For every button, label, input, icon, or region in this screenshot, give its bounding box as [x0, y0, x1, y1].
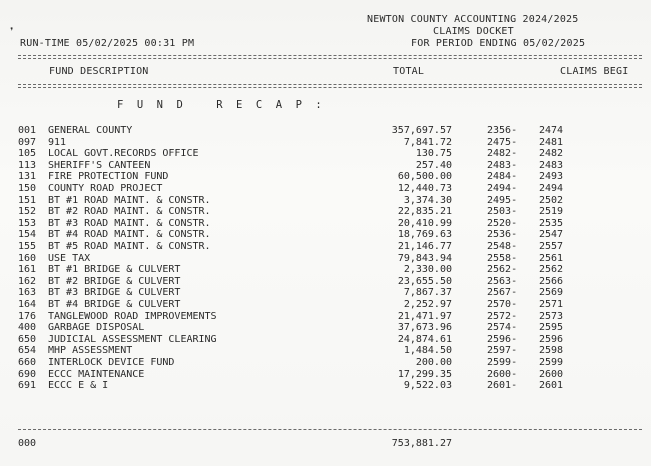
fund-code: 690 [18, 368, 37, 380]
fund-code: 131 [18, 171, 37, 183]
claims-to: 2561 [539, 252, 564, 264]
fund-total: 23,655.50 [397, 275, 452, 287]
claims-to: 2493 [539, 171, 564, 183]
header-divider [18, 55, 642, 59]
claims-from: 2548- [487, 241, 518, 252]
fund-description: BT #5 ROAD MAINT. & CONSTR. [48, 241, 211, 252]
fund-description: TANGLEWOOD ROAD IMPROVEMENTS [48, 310, 217, 322]
fund-row [0, 253, 651, 265]
fund-description: BT #4 ROAD MAINT. & CONSTR. [48, 229, 211, 241]
fund-description: BT #1 BRIDGE & CULVERT [48, 264, 181, 276]
fund-code: 160 [18, 252, 37, 264]
claims-to: 2601 [539, 380, 564, 392]
fund-total: 257.40 [415, 159, 452, 171]
fund-total: 21,471.97 [397, 310, 452, 322]
fund-row [0, 311, 651, 323]
claims-from: 2596- [487, 333, 518, 345]
claims-from: 2572- [487, 310, 518, 322]
fund-code: 691 [18, 380, 37, 392]
fund-code: 161 [18, 264, 37, 276]
grand-total-code: 000 [18, 438, 37, 449]
total-divider [18, 429, 642, 430]
claims-from: 2558- [487, 252, 518, 264]
claims-from: 2574- [487, 322, 518, 334]
fund-row [0, 218, 651, 230]
claims-to: 2557 [539, 241, 564, 252]
fund-total: 357,697.57 [391, 125, 452, 136]
fund-row [0, 299, 651, 311]
fund-code: 151 [18, 194, 37, 206]
claims-from: 2494- [487, 183, 518, 194]
fund-description: SHERIFF'S CANTEEN [48, 159, 151, 171]
fund-code: 660 [18, 357, 37, 368]
claims-from: 2601- [487, 380, 518, 392]
claims-from: 2356- [487, 125, 518, 136]
fund-total: 2,330.00 [403, 264, 452, 276]
fund-code: 097 [18, 136, 37, 148]
fund-row [0, 380, 651, 392]
claims-to: 2481 [539, 136, 564, 148]
fund-row [0, 206, 651, 218]
fund-total: 2,252.97 [403, 299, 452, 310]
org-title: NEWTON COUNTY ACCOUNTING 2024/2025 [367, 14, 579, 25]
fund-code: 153 [18, 217, 37, 229]
claims-to: 2600 [539, 368, 564, 380]
fund-total: 7,867.37 [403, 287, 452, 299]
claims-to: 2562 [539, 264, 564, 276]
fund-description: INTERLOCK DEVICE FUND [48, 357, 175, 368]
fund-code: 154 [18, 229, 37, 241]
fund-description: BT #3 BRIDGE & CULVERT [48, 287, 181, 299]
claims-to: 2494 [539, 183, 564, 194]
claims-from: 2567- [487, 287, 518, 299]
fund-code: 400 [18, 322, 37, 334]
claims-from: 2597- [487, 345, 518, 357]
fund-description: GENERAL COUNTY [48, 125, 133, 136]
claims-to: 2573 [539, 310, 564, 322]
grand-total-row [0, 438, 651, 450]
fund-row [0, 287, 651, 299]
grand-total-amount: 753,881.27 [391, 438, 452, 449]
claims-to: 2569 [539, 287, 564, 299]
claims-to: 2547 [539, 229, 564, 241]
claims-to: 2571 [539, 299, 564, 310]
col-claims-begin: CLAIMS BEGI [560, 66, 629, 77]
claims-from: 2562- [487, 264, 518, 276]
claims-to: 2502 [539, 194, 564, 206]
claims-to: 2595 [539, 322, 564, 334]
fund-description: BT #2 BRIDGE & CULVERT [48, 275, 181, 287]
fund-description: USE TAX [48, 252, 91, 264]
period-line: FOR PERIOD ENDING 05/02/2025 [411, 38, 586, 49]
fund-row [0, 276, 651, 288]
fund-total: 60,500.00 [397, 171, 452, 183]
fund-total: 200.00 [415, 357, 452, 368]
fund-total: 37,673.96 [397, 322, 452, 334]
fund-description: MHP ASSESSMENT [48, 345, 133, 357]
fund-row [0, 171, 651, 183]
fund-description: BT #3 ROAD MAINT. & CONSTR. [48, 217, 211, 229]
fund-description: LOCAL GOVT.RECORDS OFFICE [48, 148, 199, 160]
fund-row [0, 241, 651, 253]
claims-from: 2495- [487, 194, 518, 206]
col-fund-description: FUND DESCRIPTION [49, 66, 149, 77]
fund-code: 001 [18, 125, 37, 136]
fund-description: COUNTY ROAD PROJECT [48, 183, 163, 194]
claims-from: 2536- [487, 229, 518, 241]
fund-row [0, 160, 651, 172]
fund-code: 162 [18, 275, 37, 287]
col-total: TOTAL [393, 66, 425, 77]
fund-code: 164 [18, 299, 37, 310]
fund-row [0, 322, 651, 334]
fund-description: ECCC MAINTENANCE [48, 368, 145, 380]
fund-description: FIRE PROTECTION FUND [48, 171, 169, 183]
fund-row [0, 345, 651, 357]
fund-row [0, 195, 651, 207]
punch-mark-icon: ❜ [8, 25, 16, 39]
claims-from: 2599- [487, 357, 518, 368]
fund-row [0, 357, 651, 369]
fund-code: 152 [18, 206, 37, 218]
fund-total: 9,522.03 [403, 380, 452, 392]
claims-to: 2599 [539, 357, 564, 368]
fund-description: ECCC E & I [48, 380, 109, 392]
fund-row [0, 369, 651, 381]
claims-from: 2482- [487, 148, 518, 160]
fund-total: 12,440.73 [397, 183, 452, 194]
fund-description: GARBAGE DISPOSAL [48, 322, 145, 334]
fund-total: 24,874.61 [397, 333, 452, 345]
runtime-line: RUN-TIME 05/02/2025 00:31 PM [20, 38, 195, 49]
fund-total: 7,841.72 [403, 136, 452, 148]
claims-to: 2566 [539, 275, 564, 287]
fund-description: 911 [48, 136, 67, 148]
fund-code: 150 [18, 183, 37, 194]
fund-description: BT #4 BRIDGE & CULVERT [48, 299, 181, 310]
fund-code: 163 [18, 287, 37, 299]
fund-row [0, 125, 651, 137]
fund-description: JUDICIAL ASSESSMENT CLEARING [48, 333, 217, 345]
fund-total: 1,484.50 [403, 345, 452, 357]
fund-total: 18,769.63 [397, 229, 452, 241]
claims-from: 2563- [487, 275, 518, 287]
claims-to: 2596 [539, 333, 564, 345]
fund-total: 21,146.77 [397, 241, 452, 252]
fund-total: 130.75 [415, 148, 452, 160]
claims-to: 2474 [539, 125, 564, 136]
claims-from: 2600- [487, 368, 518, 380]
fund-row [0, 183, 651, 195]
claims-from: 2483- [487, 159, 518, 171]
claims-to: 2483 [539, 159, 564, 171]
fund-row [0, 334, 651, 346]
fund-code: 113 [18, 159, 37, 171]
fund-description: BT #1 ROAD MAINT. & CONSTR. [48, 194, 211, 206]
fund-row [0, 137, 651, 149]
claims-to: 2519 [539, 206, 564, 218]
claims-from: 2520- [487, 217, 518, 229]
claims-from: 2484- [487, 171, 518, 183]
column-divider [18, 84, 642, 88]
claims-from: 2570- [487, 299, 518, 310]
fund-total: 17,299.35 [397, 368, 452, 380]
claims-to: 2598 [539, 345, 564, 357]
claims-to: 2535 [539, 217, 564, 229]
fund-row [0, 148, 651, 160]
fund-total: 20,410.99 [397, 217, 452, 229]
fund-code: 654 [18, 345, 37, 357]
fund-description: BT #2 ROAD MAINT. & CONSTR. [48, 206, 211, 218]
section-title: F U N D R E C A P : [117, 99, 326, 111]
fund-code: 650 [18, 333, 37, 345]
fund-row [0, 264, 651, 276]
fund-total: 79,843.94 [397, 252, 452, 264]
fund-code: 155 [18, 241, 37, 252]
fund-code: 105 [18, 148, 37, 160]
fund-row [0, 229, 651, 241]
claims-from: 2475- [487, 136, 518, 148]
fund-code: 176 [18, 310, 37, 322]
docket-title: CLAIMS DOCKET [433, 26, 514, 37]
claims-to: 2482 [539, 148, 564, 160]
fund-total: 22,835.21 [397, 206, 452, 218]
claims-from: 2503- [487, 206, 518, 218]
fund-total: 3,374.30 [403, 194, 452, 206]
